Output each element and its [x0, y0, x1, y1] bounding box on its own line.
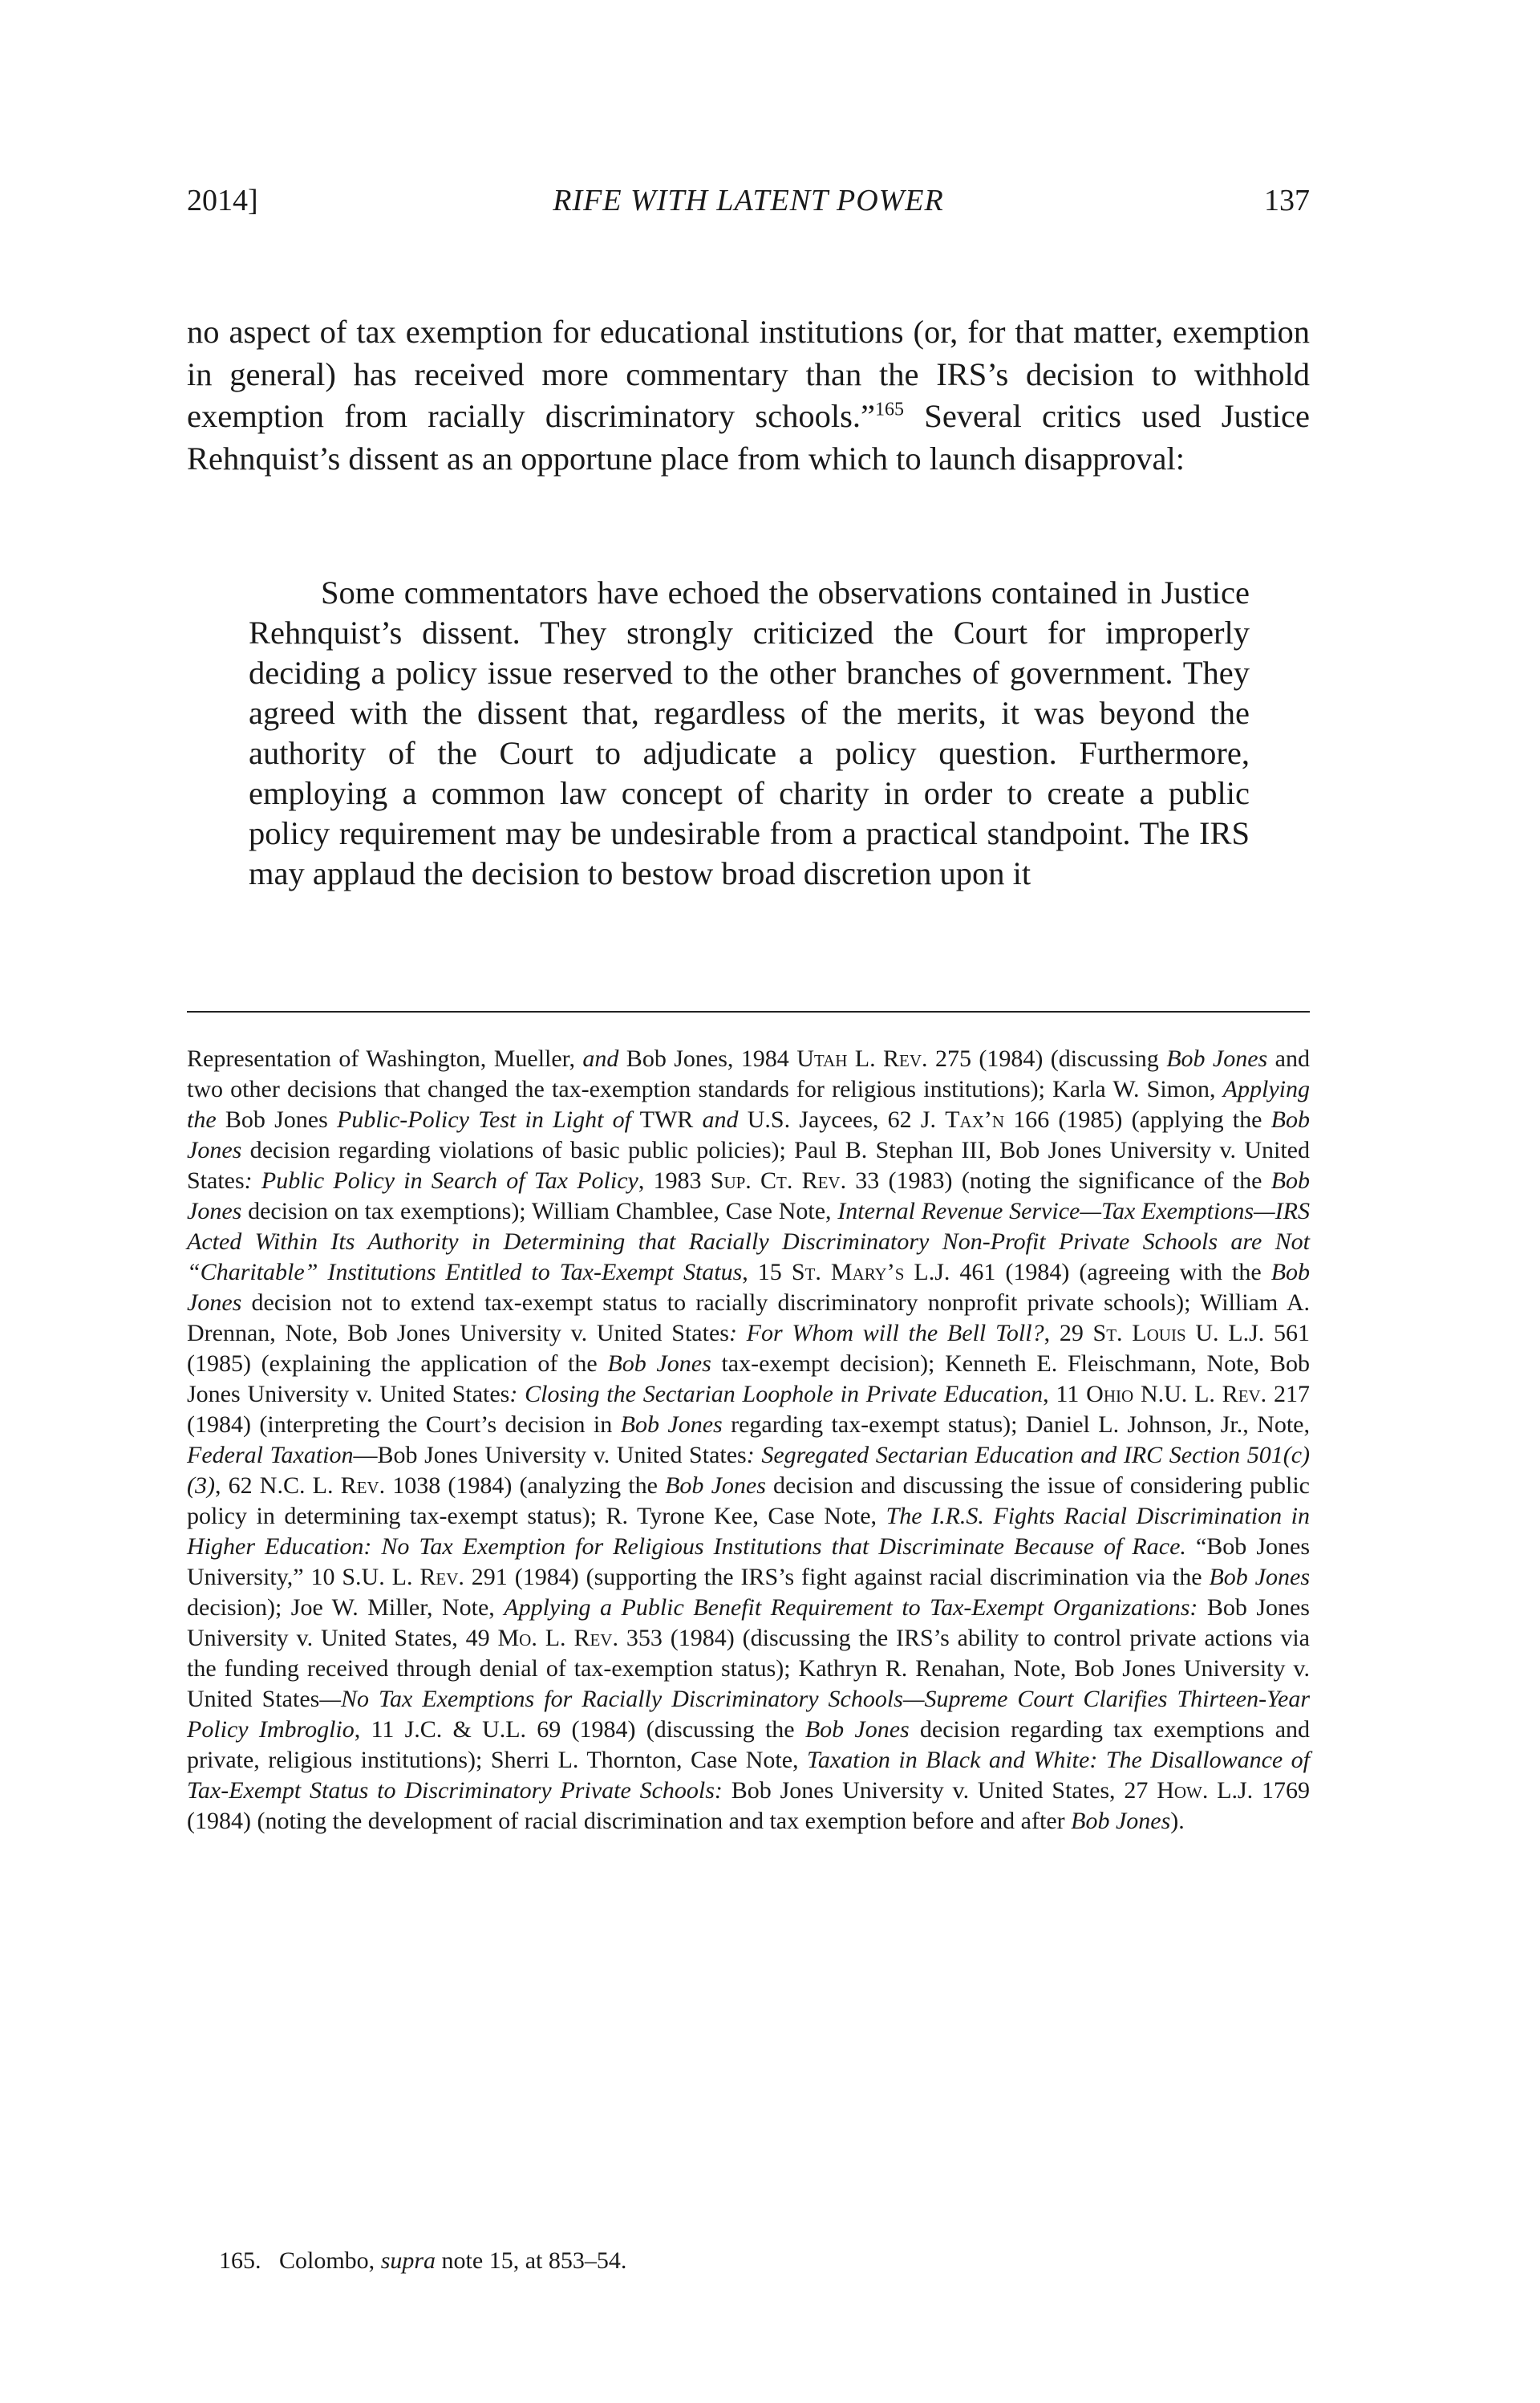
- header-year: 2014]: [187, 184, 258, 217]
- fn-journal: St. Louis U. L.J.: [1092, 1320, 1265, 1346]
- fn-italic: and: [702, 1106, 739, 1133]
- fn-text: note 15, at 853–54.: [436, 2247, 627, 2274]
- page-number: 137: [1264, 184, 1310, 217]
- fn-italic: Taxation in Black and White: The Disallowance of Tax-Exempt Status to Discriminatory Private Schools:: [187, 1747, 1310, 1804]
- running-header: [187, 183, 1310, 231]
- fn-text: 33 (1983) (noting the significance of the: [846, 1167, 1271, 1194]
- body-text-part-2: Several critics used Justice Rehnquist’s dissent as an opportune place from which to launch disapproval:: [187, 398, 1310, 477]
- fn-text: 561 (1985) (explaining the application of the: [187, 1320, 1310, 1377]
- footnote-165: [187, 2246, 1310, 2276]
- fn-text: , 15: [742, 1259, 792, 1285]
- fn-text: U.S. Jaycees, 62 J.: [738, 1106, 946, 1133]
- fn-italic: Applying a Public Benefit Requirement to Tax-Exempt Organizations:: [504, 1594, 1198, 1621]
- footnote-165-number: 165.: [219, 2247, 261, 2274]
- fn-text: 275 (1984) (discussing: [927, 1045, 1167, 1072]
- fn-text: , 29: [1044, 1320, 1093, 1346]
- fn-journal: Mo. L. Rev.: [497, 1625, 618, 1651]
- fn-text: , 62: [214, 1472, 260, 1499]
- fn-journal: Utah L. Rev.: [796, 1045, 928, 1072]
- fn-text: TWR: [631, 1106, 703, 1133]
- fn-italic: : Segregated Sectarian Education and IRC Section 501(c)(3): [187, 1442, 1311, 1499]
- body-text-part-1: no aspect of tax exemption for educational institutions (or, for that matter, exemption in general) has received more commentary than the IRS’s decision to withhold exemption from racially discriminatory schools.”: [187, 314, 1310, 434]
- fn-text: and two other decisions that changed the tax-exemption standards for religious institutions); Karla W. Simon,: [187, 1045, 1310, 1102]
- fn-italic: and: [582, 1045, 619, 1072]
- fn-text: decision and discussing the issue of considering public policy in determining tax-exempt status); R. Tyrone Kee, Case Note,: [187, 1472, 1310, 1529]
- fn-text: Bob Jones, 1984: [618, 1045, 797, 1072]
- fn-journal: How. L.J.: [1157, 1777, 1254, 1804]
- fn-text: Representation of Washington, Mueller,: [187, 1045, 583, 1072]
- fn-journal: N.C. L. Rev.: [259, 1472, 386, 1499]
- footnote-continued: [187, 1044, 1310, 1837]
- header-title: RIFE WITH LATENT POWER: [553, 184, 944, 217]
- footnote-divider: [187, 1011, 1310, 1013]
- fn-italic: Bob Jones: [607, 1350, 711, 1377]
- fn-italic: Applying the: [187, 1076, 1310, 1133]
- fn-journal: S.U. L. Rev.: [342, 1564, 464, 1590]
- fn-text: decision regarding violations of basic public policies); Paul B. Stephan III, Bob Jones University v. United States: [187, 1137, 1310, 1194]
- fn-text: decision not to extend tax-exempt status to racially discriminatory nonprofit private schools); William A. Drennan, Note, Bob Jones University v. United States: [187, 1289, 1310, 1346]
- fn-text: decision); Joe W. Miller, Note,: [187, 1594, 505, 1621]
- fn-italic: Bob Jones: [1166, 1045, 1268, 1072]
- fn-journal: St. Mary’s L.J.: [791, 1259, 950, 1285]
- fn-text: , 11: [1043, 1381, 1087, 1407]
- fn-italic: : Closing the Sectarian Loophole in Private Education: [509, 1381, 1044, 1407]
- fn-text: , 11: [354, 1716, 405, 1743]
- fn-text: decision on tax exemptions); William Chamblee, Case Note,: [241, 1198, 838, 1224]
- fn-text: 217 (1984) (interpreting the Court’s decision in: [187, 1381, 1310, 1438]
- fn-journal: Ohio N.U. L. Rev.: [1086, 1381, 1267, 1407]
- fn-text: Bob Jones University v. United States, 49: [187, 1594, 1310, 1651]
- fn-italic: Bob Jones: [1209, 1564, 1310, 1590]
- fn-journal: J.C. & U.L.: [404, 1716, 527, 1743]
- fn-text: 461 (1984) (agreeing with the: [950, 1259, 1271, 1285]
- fn-text: Colombo,: [279, 2247, 381, 2274]
- fn-text: , 1983: [638, 1167, 711, 1194]
- fn-text: 69 (1984) (discussing the: [526, 1716, 805, 1743]
- fn-text: regarding tax-exempt status); Daniel L. Johnson, Jr., Note,: [722, 1411, 1310, 1438]
- fn-text: 353 (1984) (discussing the IRS’s ability to control private actions via the funding received through denial of tax-exemption status); Kathryn R. Renahan, Note, Bob Jones University v. United States: [187, 1625, 1310, 1712]
- fn-text: Bob Jones: [216, 1106, 337, 1133]
- fn-italic: Bob Jones: [187, 1259, 1311, 1316]
- fn-text: 291 (1984) (supporting the IRS’s fight against racial discrimination via the: [464, 1564, 1210, 1590]
- fn-italic: The I.R.S. Fights Racial Discrimination in Higher Education: No Tax Exemption for Religious Institutions that Discriminate Because of Race.: [187, 1503, 1310, 1560]
- footnote-reference-165[interactable]: 165: [875, 399, 905, 420]
- fn-italic: Bob Jones: [187, 1106, 1310, 1163]
- fn-text: tax-exempt decision); Kenneth E. Fleischmann, Note, Bob Jones University v. United States: [187, 1350, 1310, 1407]
- fn-text: 1038 (1984) (analyzing the: [385, 1472, 666, 1499]
- fn-text: Bob Jones University v. United States, 27: [722, 1777, 1157, 1804]
- fn-text: decision regarding tax exemptions and private, religious institutions); Sherri L. Thornton, Case Note,: [187, 1716, 1311, 1773]
- fn-text: —Bob Jones University v. United States: [353, 1442, 747, 1468]
- fn-italic: : Public Policy in Search of Tax Policy: [244, 1167, 638, 1194]
- fn-journal: Sup. Ct. Rev.: [710, 1167, 847, 1194]
- fn-text: 1769 (1984) (noting the development of racial discrimination and tax exemption before and after: [187, 1777, 1311, 1834]
- block-quote: Some commentators have echoed the observations contained in Justice Rehnquist’s dissent. They strongly criticized the Court for improperly deciding a policy issue reserved to the other branches of government. They agreed with the dissent that, regardless of the merits, it was beyond the authority of the Court to adjudicate a policy question. Furthermore, employing a common law concept of charity in order to create a public policy requirement may be undesirable from a practical standpoint. The IRS may applaud the decision to bestow broad discretion upon it: [249, 574, 1250, 891]
- fn-italic: Bob Jones: [1071, 1808, 1171, 1834]
- fn-italic: Public-Policy Test in Light of: [336, 1106, 631, 1133]
- fn-italic: : For Whom will the Bell Toll?: [728, 1320, 1044, 1346]
- fn-italic: Bob Jones: [804, 1716, 910, 1743]
- fn-italic: supra: [380, 2247, 436, 2274]
- fn-text: “Bob Jones University,” 10: [187, 1533, 1310, 1590]
- fn-journal: Tax’n: [945, 1106, 1005, 1133]
- fn-italic: Internal Revenue Service—Tax Exemptions—IRS Acted Within Its Authority in Determining that Racially Discriminatory Non-Profit Private Schools are Not “Charitable” Institutions Entitled to Tax-Exempt Status: [187, 1198, 1310, 1285]
- fn-italic: Bob Jones: [620, 1411, 723, 1438]
- fn-italic: —No Tax Exemptions for Racially Discriminatory Schools—Supreme Court Clarifies Thirteen-Year Policy Imbroglio: [187, 1686, 1311, 1743]
- body-paragraph: [187, 311, 1310, 480]
- fn-italic: Federal Taxation: [187, 1442, 354, 1468]
- fn-italic: Bob Jones: [187, 1167, 1311, 1224]
- fn-text: ).: [1170, 1808, 1185, 1834]
- fn-italic: Bob Jones: [665, 1472, 766, 1499]
- fn-text: 166 (1985) (applying the: [1004, 1106, 1271, 1133]
